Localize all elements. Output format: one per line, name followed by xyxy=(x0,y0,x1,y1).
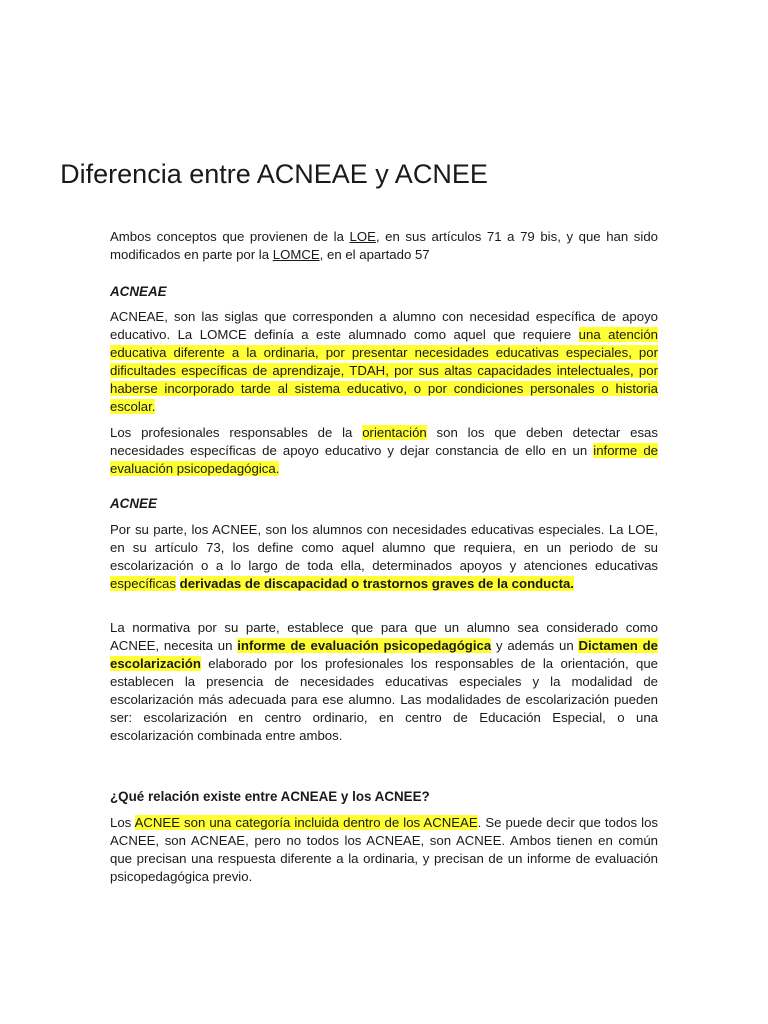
acnee-p1-highlight-2: derivadas de discapacidad o trastornos graves de la conducta. xyxy=(179,576,574,591)
acnee-heading-block xyxy=(110,495,658,513)
loe-link[interactable]: LOE xyxy=(349,229,376,244)
acneae-p1-text: ACNEAE, son las siglas que corresponden a alumno con necesidad específica de apoyo educativo. La LOMCE definía a este alumnado como aquel que requiere xyxy=(110,309,658,342)
acneae-heading: ACNEAE xyxy=(110,284,167,299)
intro-paragraph xyxy=(110,228,658,264)
intro-text-1: Ambos conceptos que provienen de la xyxy=(110,229,350,244)
acneae-p2-highlight-1: orientación xyxy=(362,425,427,440)
acneae-p1-highlight: una atención educativa diferente a la ordinaria, por presentar necesidades educativas especiales, por dificultades específicas de aprendizaje, TDAH, por sus altas capacidades intelectuales, por haberse incorporado tarde al sistema educativo, o por condiciones personales o historia escolar. xyxy=(110,327,658,414)
intro-text-2: , en sus artículos 71 a 79 bis, y que han sido modificados en parte por la xyxy=(110,229,658,262)
acneae-p2-text-2: son los que deben detectar esas necesidades específicas de apoyo educativo y dejar constancia de ello en un xyxy=(110,425,658,458)
relation-p1-text-2: . Se puede decir que todos los ACNEE, son ACNEAE, pero no todos los ACNEAE, son ACNEE. Ambos tienen en común que precisan una respuesta diferente a la ordinaria, y precisan de un informe de evaluación psicopedagógica previo. xyxy=(110,815,659,884)
intro-text-3: , en el apartado 57 xyxy=(319,247,430,262)
acnee-paragraph-2 xyxy=(110,619,658,745)
acneae-p2-highlight-2: informe de evaluación psicopedagógica. xyxy=(110,443,658,476)
acneae-paragraph-1 xyxy=(110,308,658,416)
acnee-p2-text-3: elaborado por los profesionales los responsables de la orientación, que establecen la presencia de necesidades educativas especiales y la modalidad de escolarización más adecuada para ese alumno. Las modalidades de escolarización pueden ser: escolarización en centro ordinario, en centro de Educación Especial, o una escolarización combinada entre ambos. xyxy=(110,656,658,743)
acnee-p1-text-1: Por su parte, los ACNEE, son los alumnos con necesidades educativas especiales. La LOE, en su artículo 73, los define como aquel alumno que requiera, en un periodo de su escolarización o a lo largo de toda ella, determinados apoyos y atenciones educativas xyxy=(110,522,658,573)
lomce-link[interactable]: LOMCE xyxy=(272,247,320,262)
acneae-p2-text-1: Los profesionales responsables de la xyxy=(110,425,363,440)
acnee-p2-text-1: La normativa por su parte, establece que para que un alumno sea considerado como ACNEE, necesita un xyxy=(110,620,658,653)
acneae-heading-block xyxy=(110,283,658,301)
acnee-paragraph-1 xyxy=(110,521,658,593)
acnee-p2-highlight-2: Dictamen de escolarización xyxy=(110,638,658,671)
relation-p1-text-1: Los xyxy=(110,815,135,830)
acnee-p2-highlight-1: informe de evaluación psicopedagógica xyxy=(237,638,492,653)
acneae-paragraph-2 xyxy=(110,424,658,478)
relation-paragraph xyxy=(110,814,658,886)
acnee-heading: ACNEE xyxy=(110,496,157,511)
relation-p1-highlight: ACNEE son una categoría incluida dentro de los ACNEAE xyxy=(134,815,478,830)
acnee-p2-text-2: y además un xyxy=(491,638,579,653)
relation-heading: ¿Qué relación existe entre ACNEAE y los ACNEE? xyxy=(110,789,430,804)
acnee-p1-highlight-1: específicas xyxy=(110,576,176,591)
document-title: Diferencia entre ACNEAE y ACNEE xyxy=(60,159,488,189)
relation-heading-block xyxy=(110,788,658,806)
